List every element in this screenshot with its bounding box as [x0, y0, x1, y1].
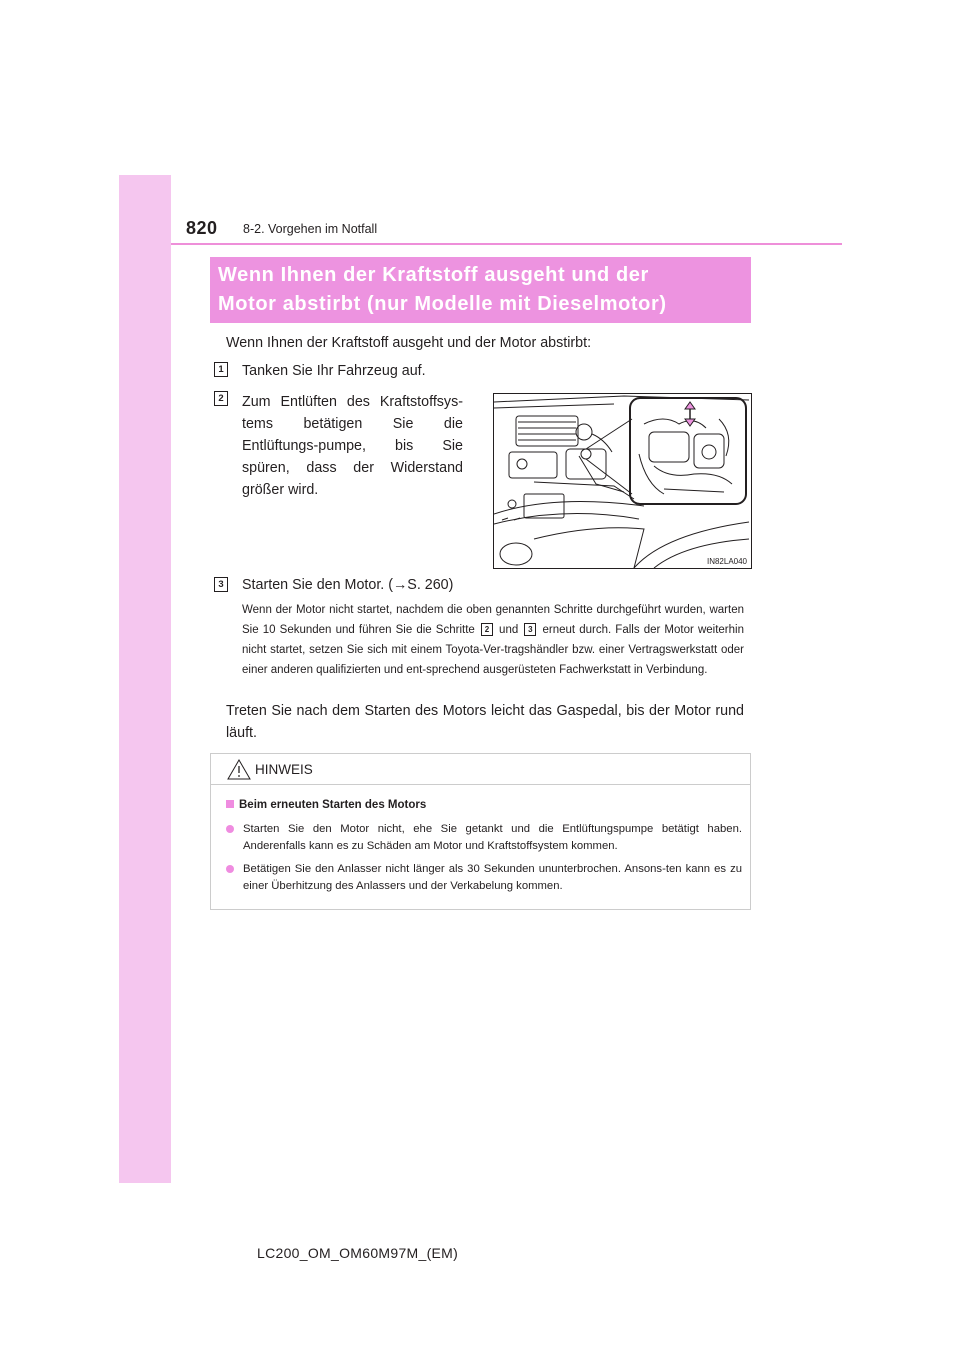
- note-text-part1: Wenn der Motor nicht startet, nachdem die oben genannten Schritte durchgeführt wurden, warten Sie 10 Sekunden und führen Sie die Schritte: [242, 604, 744, 636]
- restart-note: [242, 600, 744, 680]
- circle-bullet-icon: [226, 865, 234, 873]
- hinweis-bullet: [226, 821, 742, 855]
- engine-bay-drawing: [494, 394, 751, 568]
- hinweis-label: HINWEIS: [255, 762, 313, 777]
- hinweis-bullet: [226, 861, 742, 895]
- note-text-part2: erneut durch. Falls der Motor weiterhin nicht startet, setzen Sie sich mit einem Toyota-Ver-tragshändler bzw. einer Vertragswerkstatt oder einer anderen qualifizierten und ent-sprechend ausgerüsteten Fachwerkstatt in Verbindung.: [242, 624, 744, 676]
- figure-code: IN82LA040: [706, 557, 747, 566]
- hinweis-header: [211, 754, 750, 785]
- warning-triangle-icon: [227, 759, 251, 780]
- header-rule: [171, 243, 842, 245]
- hinweis-bullet-text: Betätigen Sie den Anlasser nicht länger als 30 Sekunden ununterbrochen. Ansons-ten kann es zu einer Überhitzung des Anlassers und der Verkabelung kommen.: [243, 863, 742, 892]
- step-1-number: 1: [214, 362, 228, 377]
- page-title: [218, 261, 748, 319]
- step-1-text: Tanken Sie Ihr Fahrzeug auf.: [242, 363, 426, 379]
- engine-illustration: [493, 393, 752, 569]
- note-text-und: und: [499, 624, 519, 636]
- page-title-line2: Motor abstirbt (nur Modelle mit Dieselmotor): [218, 293, 667, 315]
- step-2-text: Zum Entlüften des Kraftstoffsys-tems betätigen Sie die Entlüftungs-pumpe, bis Sie spüren, dass der Widerstand größer wird.: [242, 394, 463, 498]
- side-tab: [119, 175, 171, 1183]
- step-ref-2: 2: [481, 623, 493, 636]
- page-title-line1: Wenn Ihnen der Kraftstoff ausgeht und der: [218, 264, 649, 286]
- hinweis-subheading-text: Beim erneuten Starten des Motors: [239, 799, 427, 811]
- hinweis-subheading: [226, 799, 426, 811]
- circle-bullet-icon: [226, 825, 234, 833]
- page-number: 820: [186, 218, 218, 238]
- step-3-text: Starten Sie den Motor. (→S. 260): [242, 577, 454, 593]
- hinweis-bullet-text: Starten Sie den Motor nicht, ehe Sie getankt und die Entlüftungspumpe betätigt haben. Anderenfalls kann es zu Schäden am Motor und Kraftstoffsystem kommen.: [243, 823, 742, 852]
- intro-text: Wenn Ihnen der Kraftstoff ausgeht und der Motor abstirbt:: [226, 335, 592, 351]
- document-code: LC200_OM_OM60M97M_(EM): [257, 1245, 459, 1261]
- hinweis-box: [210, 753, 751, 910]
- step-2-number: 2: [214, 391, 228, 406]
- step-3-number: 3: [214, 577, 228, 592]
- square-bullet-icon: [226, 800, 234, 808]
- gas-pedal-instruction: Treten Sie nach dem Starten des Motors leicht das Gaspedal, bis der Motor rund läuft.: [226, 703, 744, 741]
- section-title: 8-2. Vorgehen im Notfall: [243, 222, 378, 236]
- step-ref-3: 3: [524, 623, 536, 636]
